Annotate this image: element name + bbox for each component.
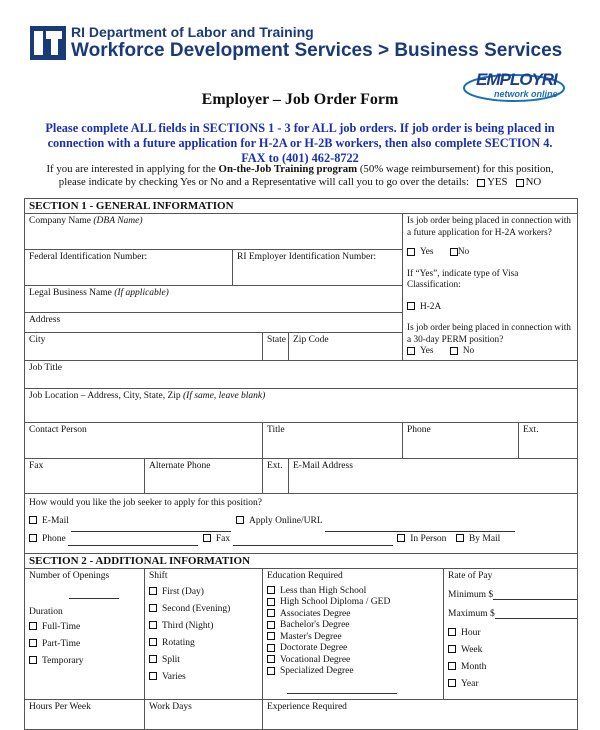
work-days-field[interactable] xyxy=(145,699,263,729)
duration-checkbox-0[interactable] xyxy=(29,622,37,630)
shift-label: Shift xyxy=(149,570,168,581)
in-person-checkbox[interactable] xyxy=(397,534,405,542)
perm-yes-label: Yes xyxy=(420,346,434,356)
education-list xyxy=(267,586,439,678)
zip-label: Zip Code xyxy=(293,335,329,346)
email-address-label: E-Mail Address xyxy=(293,460,353,471)
job-location-label: Job Location – Address, City, State, Zip xyxy=(29,390,181,401)
pay-period-checkbox-1[interactable] xyxy=(448,645,456,653)
shift-label-1: Second (Evening) xyxy=(162,603,231,614)
education-checkbox-4[interactable] xyxy=(267,632,275,640)
fax-ext-field[interactable] xyxy=(263,458,289,493)
fax-label: Fax xyxy=(29,460,44,471)
pay-period-checkbox-2[interactable] xyxy=(448,662,456,670)
shift-label-4: Split xyxy=(162,654,180,665)
education-label-0: Less than High School xyxy=(280,585,367,596)
hours-per-week-label: Hours Per Week xyxy=(29,701,91,712)
shift-label-5: Varies xyxy=(162,671,186,682)
ext-field[interactable] xyxy=(519,422,578,458)
employri-logo-sub: network online xyxy=(494,89,558,99)
job-title-label: Job Title xyxy=(29,362,63,373)
pay-period-checkbox-3[interactable] xyxy=(448,679,456,687)
duration-checkbox-1[interactable] xyxy=(29,639,37,647)
pay-period-checkbox-0[interactable] xyxy=(448,628,456,636)
perm-no-checkbox[interactable] xyxy=(450,347,458,355)
shift-label-0: First (Day) xyxy=(162,586,204,597)
shift-checkbox-5[interactable] xyxy=(149,672,157,680)
ojt-note xyxy=(20,163,580,189)
visa-question: If “Yes”, indicate type of Visa Classification: xyxy=(407,268,519,290)
experience-label: Experience Required xyxy=(267,701,347,712)
fax-opt-label: Fax xyxy=(215,533,231,544)
h2a-no-checkbox[interactable] xyxy=(450,248,458,256)
rate-of-pay-cell xyxy=(444,568,578,699)
ri-employer-id-label: RI Employer Identification Number: xyxy=(237,251,377,262)
shift-cell xyxy=(145,568,263,699)
employri-logo-text: EMPLOYRI xyxy=(476,70,557,89)
duration-label-1: Part-Time xyxy=(42,638,81,649)
apply-online-label: Apply Online/URL xyxy=(249,515,323,526)
perm-question: Is job order being placed in connection with a 30-day PERM position? xyxy=(407,323,571,345)
education-checkbox-3[interactable] xyxy=(267,621,275,629)
education-checkbox-1[interactable] xyxy=(267,598,275,606)
minimum-dollar: $ xyxy=(488,589,494,600)
section1-heading: SECTION 1 - GENERAL INFORMATION xyxy=(25,199,578,214)
shift-checkbox-1[interactable] xyxy=(149,604,157,612)
experience-field[interactable] xyxy=(263,699,578,729)
legal-name-label: Legal Business Name xyxy=(29,287,112,298)
contact-title-field[interactable] xyxy=(263,422,403,458)
pay-period-label-2: Month xyxy=(461,661,487,672)
ri-employer-id-field[interactable] xyxy=(233,249,403,285)
by-mail-label: By Mail xyxy=(468,533,501,544)
instruction-line-3: FAX to (401) 462-8722 xyxy=(241,151,359,165)
city-label: City xyxy=(29,335,46,346)
instructions xyxy=(20,121,580,166)
pay-period-list xyxy=(448,625,573,693)
contact-person-label: Contact Person xyxy=(29,424,87,435)
education-checkbox-6[interactable] xyxy=(267,655,275,663)
fax-checkbox[interactable] xyxy=(203,534,211,542)
alt-phone-label: Alternate Phone xyxy=(149,460,211,471)
fax-field[interactable] xyxy=(25,458,145,493)
education-label-6: Vocational Degree xyxy=(280,654,351,665)
h2a-panel xyxy=(403,214,578,361)
education-checkbox-0[interactable] xyxy=(267,586,275,594)
job-title-field[interactable] xyxy=(25,360,578,388)
education-label-4: Master's Degree xyxy=(280,631,342,642)
maximum-dollar: $ xyxy=(489,608,495,619)
education-checkbox-5[interactable] xyxy=(267,644,275,652)
phone-checkbox[interactable] xyxy=(29,534,37,542)
fax-ext-label: Ext. xyxy=(267,460,283,471)
phone-field[interactable] xyxy=(403,422,519,458)
ojt-no-checkbox[interactable] xyxy=(516,179,524,187)
instruction-line-1: Please complete ALL fields in SECTIONS 1 - 3 for ALL job orders. If job order is being placed in xyxy=(45,121,555,135)
ojt-yes-checkbox[interactable] xyxy=(477,179,485,187)
shift-checkbox-4[interactable] xyxy=(149,655,157,663)
contact-title-label: Title xyxy=(267,424,285,435)
pay-period-label-3: Year xyxy=(461,678,479,689)
pay-period-label-0: Hour xyxy=(461,627,481,638)
h2a-visa-label: H-2A xyxy=(420,301,442,312)
legal-name-field[interactable] xyxy=(25,285,403,312)
shift-list xyxy=(149,584,258,686)
services-title: Workforce Development Services > Business Services xyxy=(71,40,563,61)
ext-label: Ext. xyxy=(523,424,539,435)
phone-line[interactable] xyxy=(68,536,198,546)
company-name-label: Company Name xyxy=(29,216,92,226)
education-label-5: Doctorate Degree xyxy=(280,643,348,653)
ojt-no-label: NO xyxy=(525,176,542,188)
education-label: Education Required xyxy=(267,570,343,581)
contact-person-field[interactable] xyxy=(25,422,263,458)
instruction-line-2: connection with a future application for H-2A or H-2B workers, then also complete SECTION 4. xyxy=(47,136,553,150)
openings-label: Number of Openings xyxy=(29,570,110,581)
phone-opt-label: Phone xyxy=(42,533,66,544)
fax-line[interactable] xyxy=(233,536,393,546)
shift-checkbox-3[interactable] xyxy=(149,638,157,646)
apply-online-line[interactable] xyxy=(325,522,515,532)
apply-question: How would you like the job seeker to apply for this position? xyxy=(29,497,262,508)
state-label: State xyxy=(267,335,286,346)
dba-label: (DBA Name) xyxy=(93,216,143,226)
ojt-post: (50% wage reimbursement) for this position, xyxy=(357,163,554,175)
address-field[interactable] xyxy=(25,312,403,333)
perm-yes-checkbox[interactable] xyxy=(407,347,415,355)
ojt-yes-label: YES xyxy=(487,176,508,188)
duration-checkbox-2[interactable] xyxy=(29,656,37,664)
federal-id-label: Federal Identification Number: xyxy=(29,251,148,262)
email-line[interactable] xyxy=(71,522,231,532)
minimum-label: Minimum xyxy=(448,589,487,600)
duration-label-0: Full-Time xyxy=(42,621,81,632)
education-label-2: Associates Degree xyxy=(280,608,351,619)
dlt-logo-icon xyxy=(30,26,66,60)
shift-checkbox-0[interactable] xyxy=(149,587,157,595)
minimum-line[interactable] xyxy=(493,590,577,600)
email-opt-label: E-Mail xyxy=(42,515,69,526)
duration-label: Duration xyxy=(29,606,63,617)
job-location-field[interactable] xyxy=(25,388,578,422)
if-same-label: (If same, leave blank) xyxy=(183,390,266,401)
shift-checkbox-2[interactable] xyxy=(149,621,157,629)
shift-label-2: Third (Night) xyxy=(162,620,214,631)
education-checkbox-7[interactable] xyxy=(267,667,275,675)
h2a-question: Is job order being placed in connection with a future application for H-2A workers? xyxy=(407,216,571,238)
pay-period-label-1: Week xyxy=(461,644,483,655)
job-order-form xyxy=(24,198,578,730)
if-applicable-label: (If applicable) xyxy=(114,287,169,298)
ojt-pre: If you are interested in applying for the xyxy=(46,163,219,175)
openings-duration-cell xyxy=(25,568,145,699)
education-label-7: Specialized Degree xyxy=(280,666,354,676)
hours-per-week-field[interactable] xyxy=(25,699,145,729)
education-label-1: High School Diploma / GED xyxy=(280,597,391,607)
education-label-3: Bachelor's Degree xyxy=(280,620,350,630)
city-field[interactable] xyxy=(25,333,263,360)
duration-list xyxy=(29,619,140,670)
h2a-yes-checkbox[interactable] xyxy=(407,248,415,256)
apply-method-panel xyxy=(25,493,578,553)
federal-id-field[interactable] xyxy=(25,249,233,285)
address-label: Address xyxy=(29,314,61,325)
ojt-line2: please indicate by checking Yes or No and a Representative will call you to go over the details: xyxy=(58,176,469,188)
email-address-field[interactable] xyxy=(289,458,578,493)
by-mail-checkbox[interactable] xyxy=(456,534,464,542)
section2-heading: SECTION 2 - ADDITIONAL INFORMATION xyxy=(25,553,578,568)
h2a-no-label: No xyxy=(457,247,470,257)
dlt-logo xyxy=(30,26,66,60)
openings-line[interactable] xyxy=(69,589,119,599)
maximum-line[interactable] xyxy=(495,609,578,619)
in-person-label: In Person xyxy=(410,533,447,544)
education-checkbox-2[interactable] xyxy=(267,609,275,617)
email-checkbox[interactable] xyxy=(29,516,37,524)
shift-label-3: Rotating xyxy=(162,637,195,648)
education-other-line[interactable] xyxy=(287,684,397,694)
duration-label-2: Temporary xyxy=(42,655,84,666)
state-field[interactable] xyxy=(263,333,289,360)
maximum-label: Maximum xyxy=(448,608,488,619)
apply-online-checkbox[interactable] xyxy=(236,516,244,524)
department-name: RI Department of Labor and Training xyxy=(71,24,314,40)
company-name-field[interactable] xyxy=(25,214,403,250)
h2a-visa-checkbox[interactable] xyxy=(407,302,415,310)
phone-label: Phone xyxy=(407,424,431,435)
work-days-label: Work Days xyxy=(149,701,192,712)
page-title: Employer – Job Order Form xyxy=(201,91,399,108)
perm-no-label: No xyxy=(462,346,475,356)
ojt-program: On-the-Job Training program xyxy=(218,163,358,175)
rate-of-pay-label: Rate of Pay xyxy=(448,570,493,581)
h2a-yes-label: Yes xyxy=(420,247,434,257)
alt-phone-field[interactable] xyxy=(145,458,263,493)
zip-field[interactable] xyxy=(289,333,403,360)
education-cell xyxy=(263,568,444,699)
